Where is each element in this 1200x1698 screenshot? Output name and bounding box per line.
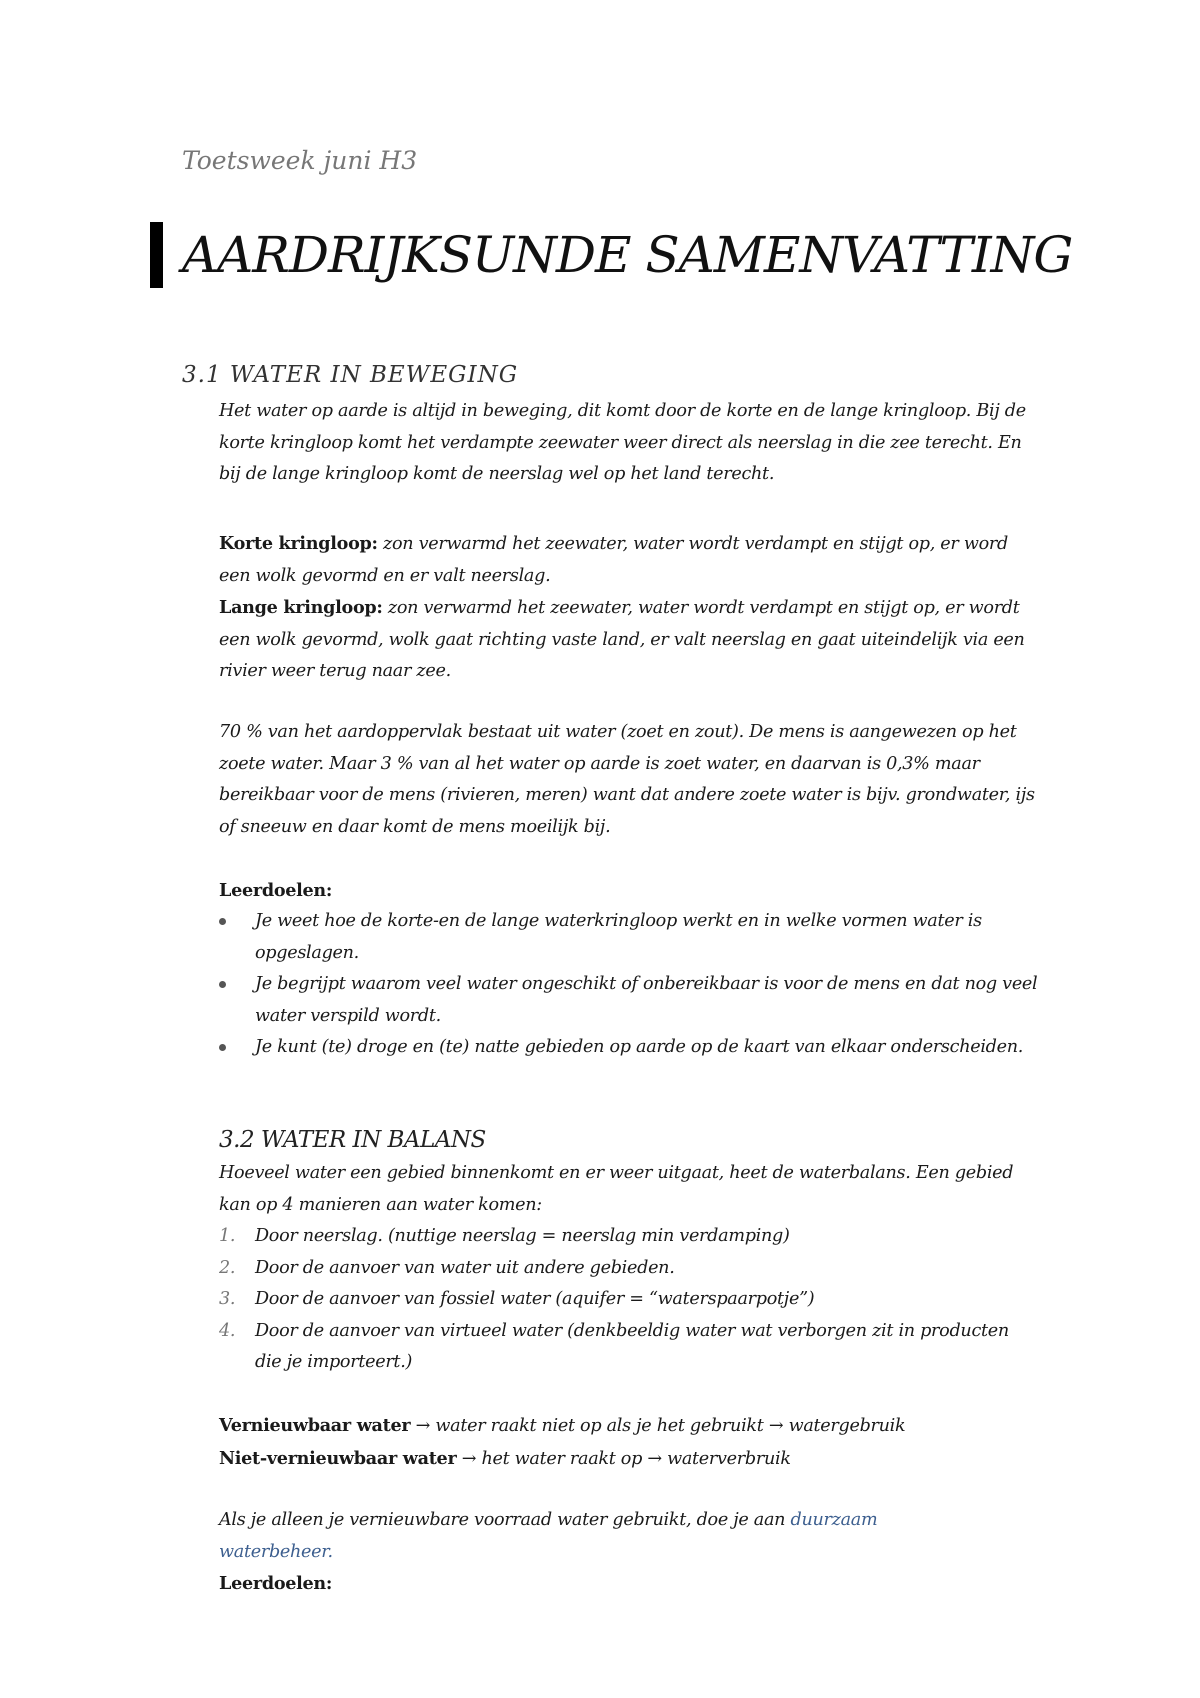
list-number: 3.: [219, 1289, 236, 1309]
duurzaam-paragraph: [219, 1505, 939, 1568]
duurzaam-block: [219, 1505, 939, 1600]
list-item-text: Je weet hoe de korte-en de lange waterkringloop werkt en in welke vormen water is opgeslagen.: [255, 911, 982, 963]
vernieuwbaar-definitions: [219, 1410, 1039, 1475]
list-number: 4.: [219, 1320, 236, 1341]
bullet-icon: [219, 918, 226, 925]
vernieuwbaar-text: → water raakt niet op als je het gebruikt → watergebruik: [410, 1416, 906, 1436]
list-item: [219, 1032, 1039, 1064]
percentage-paragraph: 70 % van het aardoppervlak bestaat uit water (zoet en zout). De mens is aangewezen op het zoete water. Maar 3 % van al het water op aarde is zoet water, en daarvan is 0,3% maar bereikbaar voor de mens (rivieren, meren) want dat andere zoete water is bijv. grondwater, ijs of sneeuw en daar komt de mens moeilijk bij.: [219, 722, 1035, 837]
lange-kringloop-paragraph: [219, 592, 1039, 688]
list-item: [219, 1284, 1039, 1316]
list-item-text: Door de aanvoer van virtueel water (denkbeeldig water wat verborgen zit in producten die je importeert.): [255, 1320, 1009, 1372]
list-item: [219, 1253, 1039, 1285]
percentage-paragraph-block: [219, 717, 1039, 843]
leerdoelen-heading-1-block: [219, 875, 1039, 907]
korte-kringloop-paragraph: [219, 528, 1039, 592]
document-subtitle: Toetsweek juni H3: [182, 146, 418, 175]
korte-kringloop-label: Korte kringloop:: [219, 533, 378, 554]
list-item-text: Je begrijpt waarom veel water ongeschikt of onbereikbaar is voor de mens en dat nog veel water verspild wordt.: [255, 974, 1038, 1026]
intro-paragraph: Het water op aarde is altijd in beweging, dit komt door de korte en de lange kringloop. Bij de korte kringloop komt het verdampte zeewater weer direct als neerslag in die zee terecht. En bij de lange kringloop komt de neerslag wel op het land terecht.: [219, 401, 1026, 484]
list-item-text: Door de aanvoer van fossiel water (aquifer = “waterspaarpotje”): [255, 1289, 815, 1309]
lange-kringloop-text: zon verwarmd het zeewater, water wordt verdampt en stijgt op, er wordt een wolk gevormd, wolk gaat richting vaste land, er valt neerslag en gaat uiteindelijk via een rivier weer terug naar zee.: [219, 598, 1025, 681]
section-heading-3-1: 3.1 WATER IN BEWEGING: [182, 362, 519, 388]
kringloop-definitions: [219, 528, 1039, 688]
leerdoelen-heading: Leerdoelen:: [219, 880, 333, 901]
list-item: [219, 1221, 1039, 1253]
section-2-intro: [219, 1158, 1039, 1221]
list-item: [219, 1316, 1039, 1379]
list-item: [219, 969, 1039, 1032]
niet-vernieuwbaar-text: → het water raakt op → waterverbruik: [456, 1448, 791, 1469]
list-number: 1.: [219, 1226, 236, 1246]
list-item: [219, 906, 1039, 969]
niet-vernieuwbaar-label: Niet-vernieuwbaar water: [219, 1447, 457, 1469]
section-1-intro: [219, 396, 1039, 491]
lange-kringloop-label: Lange kringloop:: [219, 597, 383, 618]
list-item-text: Door neerslag. (nuttige neerslag = neerslag min verdamping): [255, 1226, 790, 1246]
water-sources-list: [219, 1221, 1039, 1379]
list-item-text: Door de aanvoer van water uit andere gebieden.: [255, 1257, 675, 1278]
list-item-text: Je kunt (te) droge en (te) natte gebieden op aarde op de kaart van elkaar onderscheiden.: [255, 1037, 1024, 1057]
waterbalans-paragraph: Hoeveel water een gebied binnenkomt en er weer uitgaat, heet de waterbalans. Een gebied kan op 4 manieren aan water komen:: [219, 1163, 1014, 1215]
list-number: 2.: [219, 1257, 236, 1278]
duurzaam-text: Als je alleen je vernieuwbare voorraad water gebruikt, doe je aan: [219, 1510, 791, 1530]
niet-vernieuwbaar-line: [219, 1443, 1039, 1476]
title-accent-bar: [150, 222, 163, 288]
vernieuwbaar-label: Vernieuwbaar water: [219, 1415, 411, 1436]
bullet-icon: [219, 1044, 226, 1051]
bullet-icon: [219, 981, 226, 988]
section-heading-3-2: 3.2 WATER IN BALANS: [219, 1127, 486, 1153]
vernieuwbaar-line: [219, 1410, 1039, 1443]
document-title: AARDRIJKSUNDE SAMENVATTING: [182, 226, 1073, 284]
korte-kringloop-text: zon verwarmd het zeewater, water wordt verdampt en stijgt op, er word een wolk gevormd en er valt neerslag.: [219, 534, 1008, 586]
duurzaam-waterbeheer-link[interactable]: duurzaam waterbeheer.: [219, 1510, 878, 1562]
leerdoelen-list-1: [219, 906, 1039, 1064]
leerdoelen-heading: Leerdoelen:: [219, 1573, 333, 1594]
